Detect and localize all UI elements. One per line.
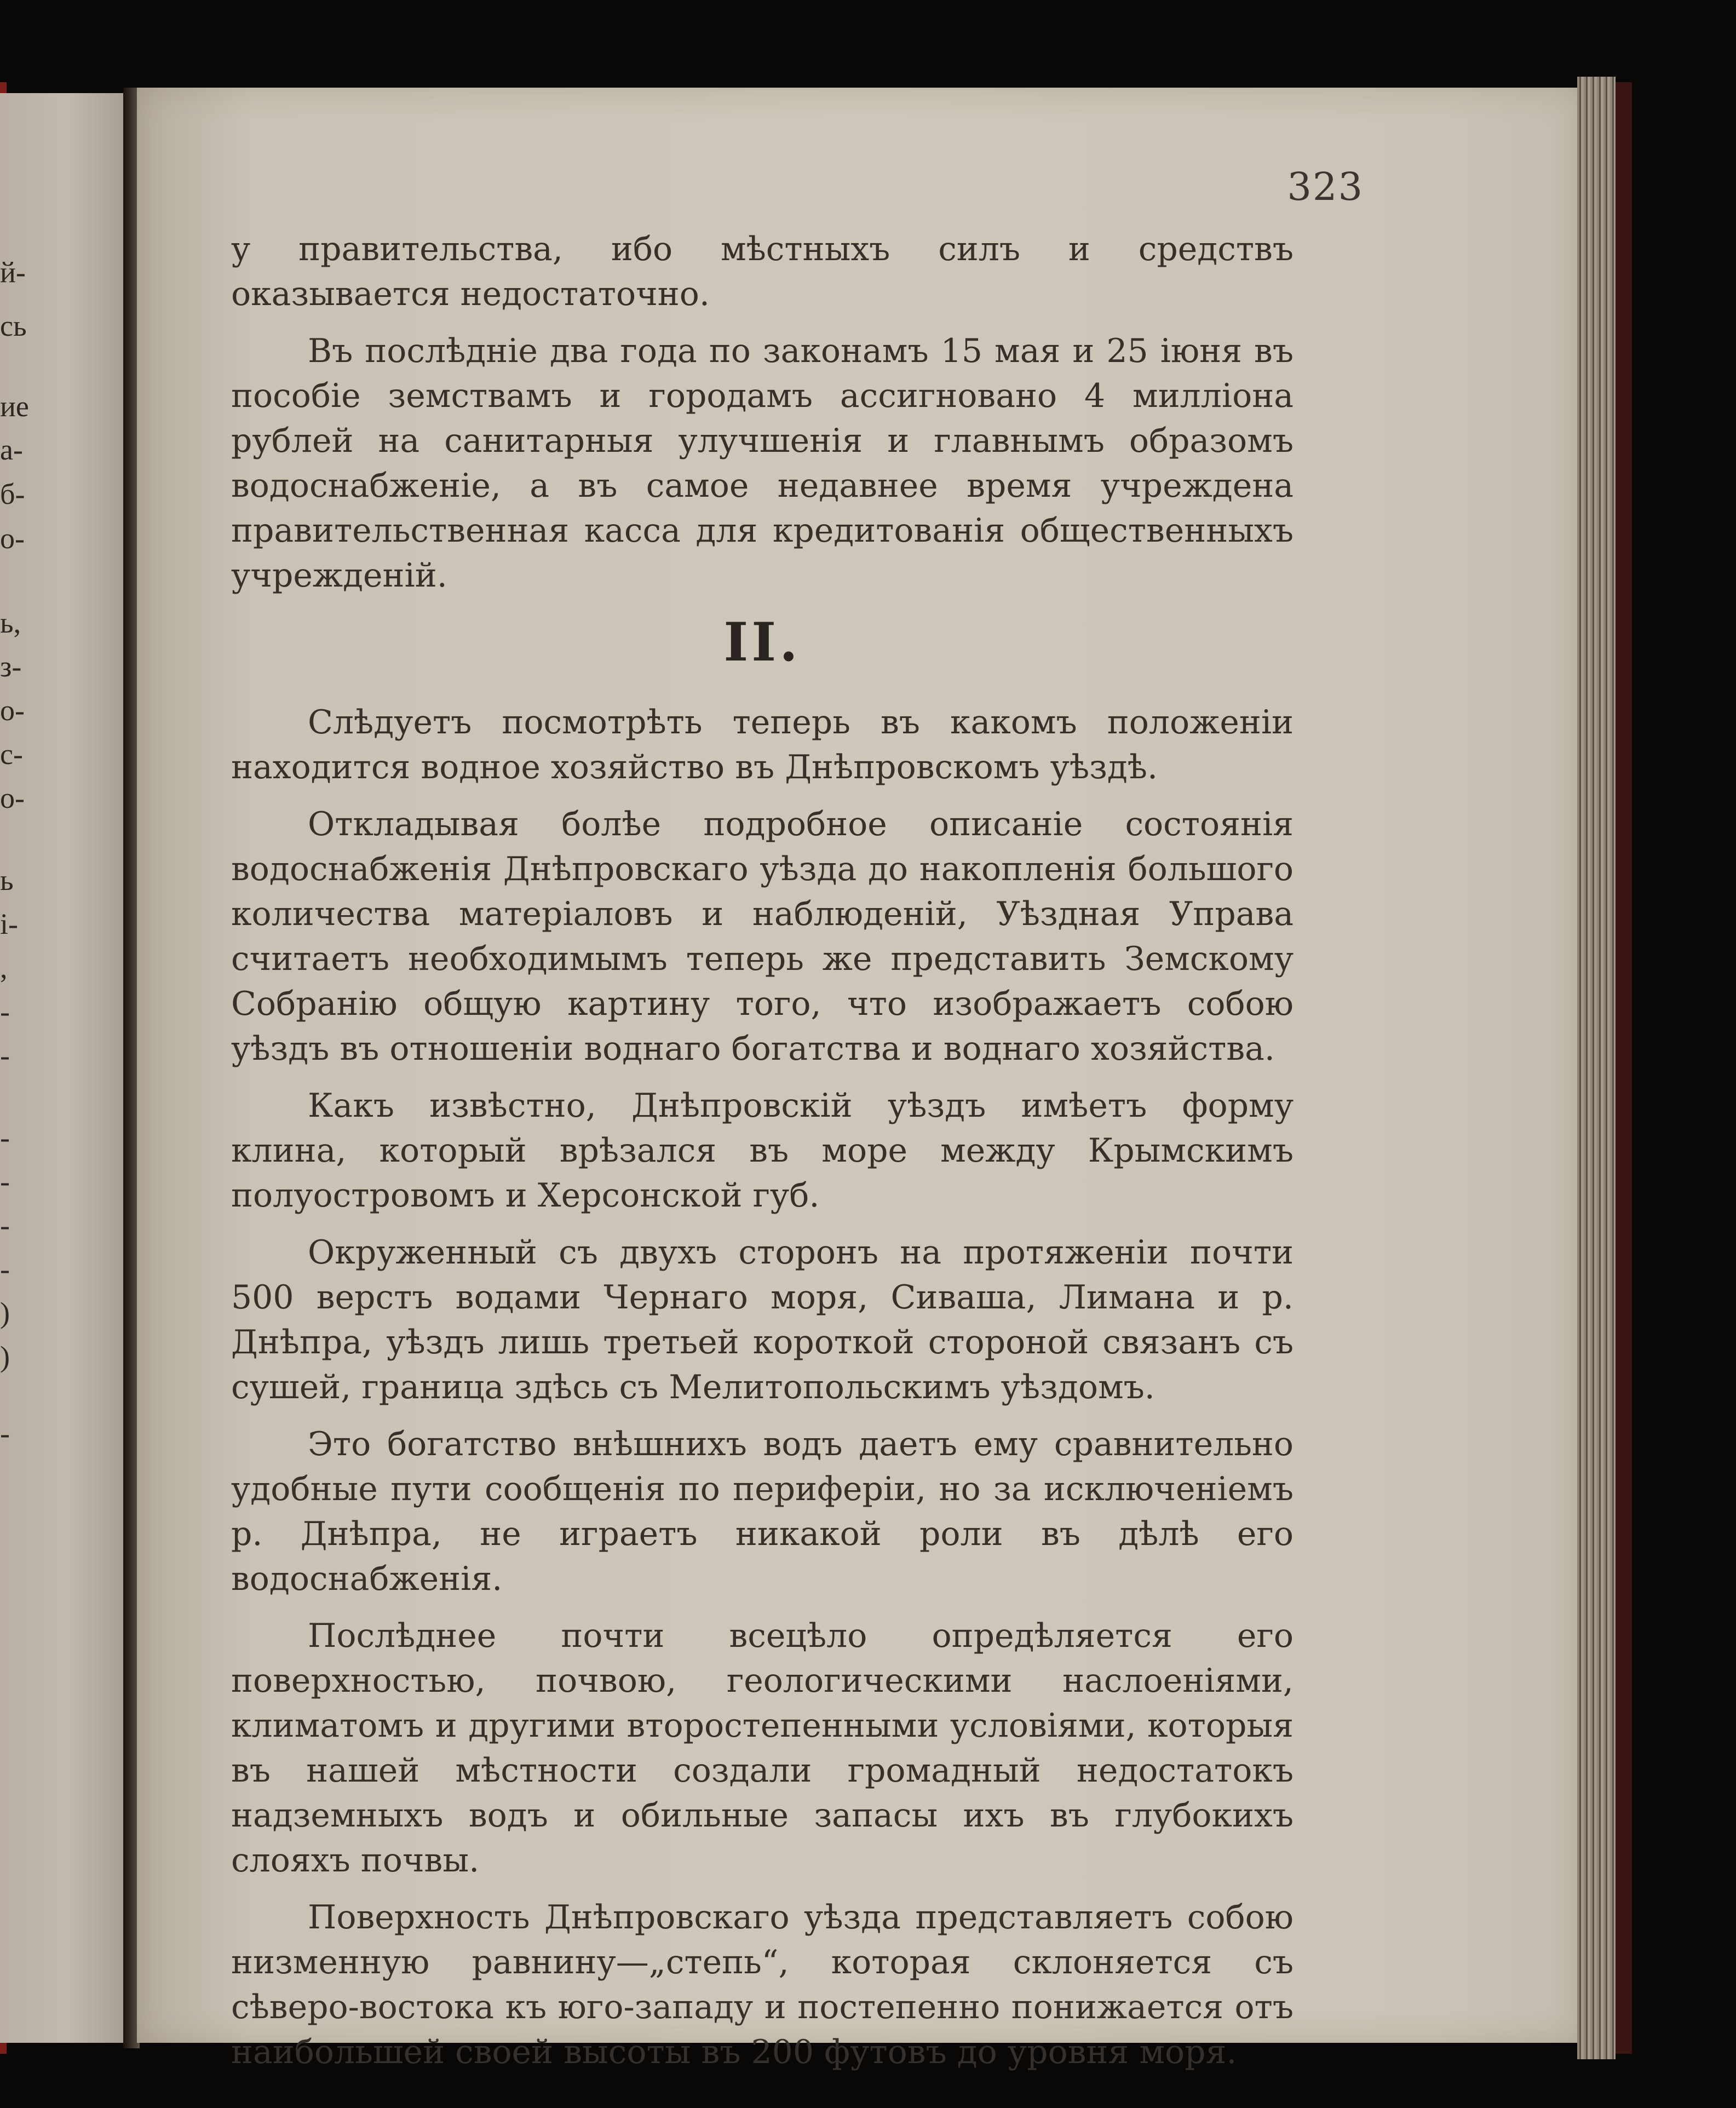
page-number: 323 — [1287, 164, 1364, 209]
facing-page-fragment: о- — [0, 694, 25, 727]
facing-page-fragment: а- — [0, 433, 23, 466]
facing-page-fragment: - — [0, 1165, 10, 1198]
facing-page — [0, 93, 129, 2043]
facing-page-fragment: і- — [0, 907, 18, 940]
facing-page-fragment: ь, — [0, 606, 21, 639]
section-heading: II. — [723, 611, 801, 673]
facing-page-fragment: - — [0, 995, 10, 1028]
book-page — [137, 88, 1583, 2071]
paragraph: Окруженный съ двухъ сторонъ на протяженіи почти 500 верстъ водами Чернаго моря, Сиваша, Лимана и р. Днѣпра, уѣздъ лишь третьей короткой стороной связанъ съ сушей, граница здѣсь съ Мелитопольскимъ уѣздомъ. — [231, 1233, 1294, 1406]
facing-page-fragment: - — [0, 1121, 10, 1154]
paragraph: Поверхность Днѣпровскаго уѣзда представляетъ собою низменную равнину—„степь“, которая склоняется съ сѣверо-востока къ юго-западу и постепенно понижается отъ наибольшей своей высоты въ 200 футовъ до уровня моря. — [231, 1898, 1294, 2071]
facing-page-fragment: з- — [0, 650, 22, 683]
facing-page-fragment: ь — [0, 864, 14, 897]
paragraph: Слѣдуетъ посмотрѣть теперь въ какомъ положеніи находится водное хозяйство въ Днѣпровскомъ уѣздѣ. — [231, 703, 1294, 786]
facing-page-fragment: ие — [0, 390, 29, 423]
paragraph: Откладывая болѣе подробное описаніе состоянія водоснабженія Днѣпровскаго уѣзда до накопленія большого количества матеріаловъ и наблюденій, Уѣздная Управа считаетъ необходимымъ теперь же представить Земскому Собранію общую картину того, что изображаетъ собою уѣздъ въ отношеніи воднаго богатства и воднаго хозяйства. — [231, 805, 1294, 1068]
paragraph: Въ послѣдніе два года по законамъ 15 мая и 25 іюня въ пособіе земствамъ и городамъ ассигновано 4 милліона рублей на санитарныя улучшенія и главнымъ образомъ водоснабженіе, а въ самое недавнее время учреждена правительственная касса для кредитованія общественныхъ учрежденій. — [231, 332, 1294, 595]
facing-page-fragment: о- — [0, 522, 25, 555]
page-text — [231, 227, 1294, 2087]
facing-page-fragment: - — [0, 1253, 10, 1285]
back-cover-edge — [1616, 82, 1632, 2054]
facing-page-fragment: - — [0, 1417, 10, 1450]
facing-page-fragment: й- — [0, 256, 26, 289]
facing-page-fragment: б- — [0, 478, 25, 510]
paragraph: Какъ извѣстно, Днѣпровскій уѣздъ имѣетъ форму клина, который врѣзался въ море между Крымскимъ полуостровомъ и Херсонской губ. — [231, 1087, 1294, 1215]
facing-page-fragment: о- — [0, 782, 25, 814]
paragraph: Это богатство внѣшнихъ водъ даетъ ему сравнительно удобные пути сообщенія по периферіи, но за исключеніемъ р. Днѣпра, не играетъ никакой роли въ дѣлѣ его водоснабженія. — [231, 1425, 1294, 1598]
paragraph: у правительства, ибо мѣстныхъ силъ и средствъ оказывается недостаточно. — [231, 230, 1294, 313]
facing-page-fragment: с- — [0, 738, 23, 771]
facing-page-fragment: сь — [0, 309, 27, 342]
facing-page-fragment: ) — [0, 1340, 10, 1373]
facing-page-fragment: - — [0, 1209, 10, 1242]
facing-page-fragment: , — [0, 951, 8, 984]
page-block-edges — [1577, 77, 1616, 2059]
facing-page-fragment: - — [0, 1039, 10, 1072]
paragraph: Послѣднее почти всецѣло опредѣляется его поверхностью, почвою, геологическими наслоеніями, климатомъ и другими второстепенными условіями, которыя въ нашей мѣстности создали громадный недостатокъ надземныхъ водъ и обильные запасы ихъ въ глубокихъ слояхъ почвы. — [231, 1617, 1294, 1880]
facing-page-fragment: ) — [0, 1296, 10, 1329]
